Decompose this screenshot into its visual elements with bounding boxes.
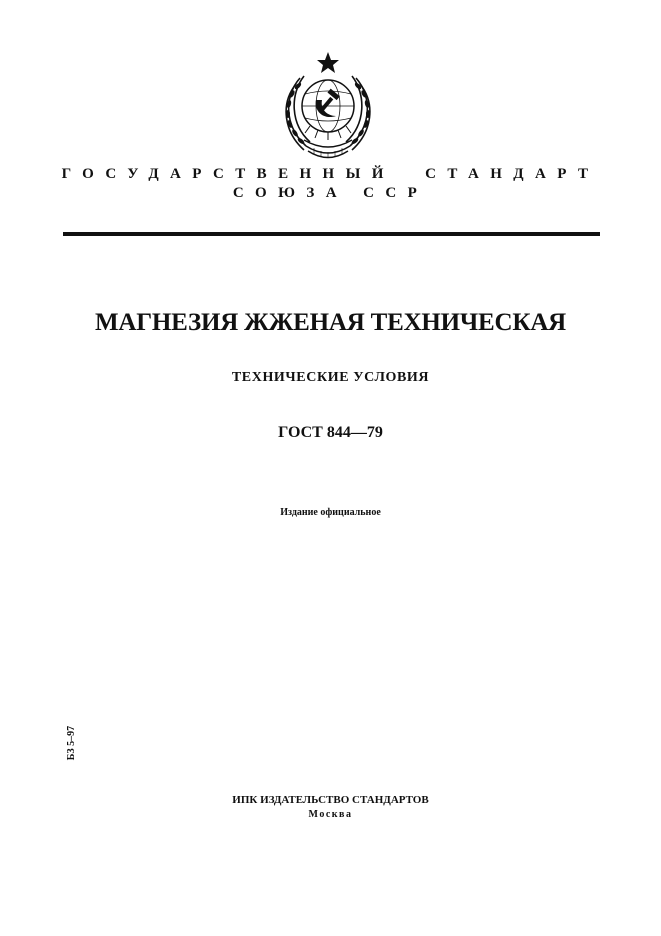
edition-note: Издание официальное [280, 507, 381, 518]
header-state-standard: ГОСУДАРСТВЕННЫЙ СТАНДАРТ [61, 166, 600, 182]
side-code: БЗ 5–97 [66, 725, 77, 761]
document-title: МАГНЕЗИЯ ЖЖЕНАЯ ТЕХНИЧЕСКАЯ [94, 309, 567, 336]
publisher-city: Москва [308, 809, 353, 820]
header-union-ssr: СОЮЗА ССР [232, 185, 429, 201]
document-subtitle: ТЕХНИЧЕСКИЕ УСЛОВИЯ [231, 370, 430, 385]
standard-number: ГОСТ 844—79 [278, 424, 383, 441]
publisher-name: ИПК ИЗДАТЕЛЬСТВО СТАНДАРТОВ [232, 794, 429, 806]
ussr-coat-of-arms-icon [270, 48, 386, 164]
horizontal-rule [63, 232, 600, 236]
